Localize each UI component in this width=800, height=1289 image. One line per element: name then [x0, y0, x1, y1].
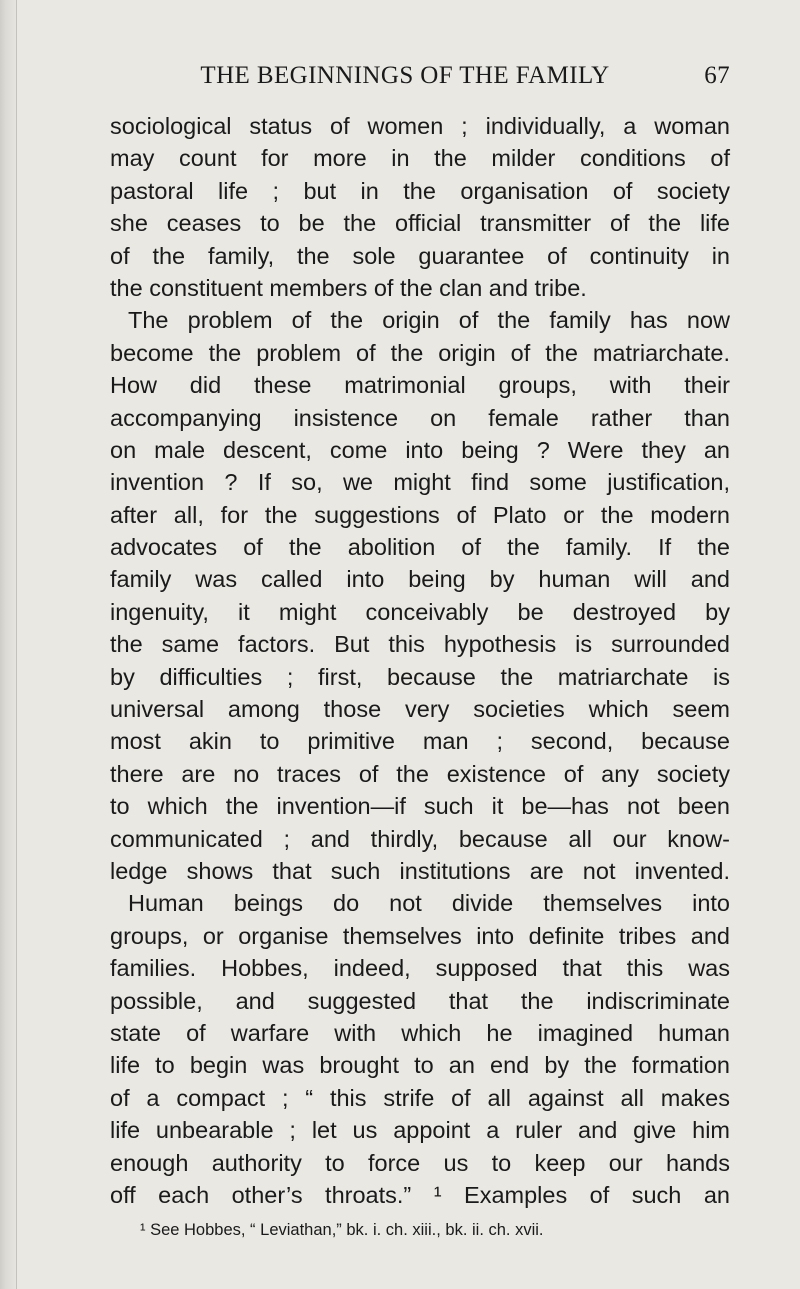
text-line: by difficulties ; first, because the matriarchate is [110, 663, 730, 690]
book-page [110, 62, 730, 1240]
text-line: ingenuity, it might conceivably be destroyed by [110, 598, 730, 625]
text-line: The problem of the origin of the family has now [128, 307, 730, 334]
text-line: possible, and suggested that the indiscriminate [110, 987, 730, 1014]
text-line: Human beings do not divide themselves into [128, 890, 730, 917]
text-line: invention ? If so, we might find some justification, [110, 469, 730, 496]
running-head-title: THE BEGINNINGS OF THE FAMILY [200, 62, 610, 89]
text-line: communicated ; and thirdly, because all our know- [110, 825, 730, 852]
page-number: 67 [704, 62, 730, 89]
footnote: ¹ See Hobbes, “ Leviathan,” bk. i. ch. xiii., bk. ii. ch. xvii. [140, 1221, 544, 1240]
text-line: most akin to primitive man ; second, because [110, 728, 730, 755]
text-line: sociological status of women ; individually, a woman [110, 113, 730, 139]
text-line: of a compact ; “ this strife of all against all makes [110, 1084, 730, 1111]
text-line: there are no traces of the existence of any society [110, 760, 730, 787]
text-line: accompanying insistence on female rather than [110, 404, 730, 431]
text-line: life to begin was brought to an end by the formation [110, 1052, 730, 1079]
text-line: families. Hobbes, indeed, supposed that this was [110, 955, 730, 982]
text-line: off each other’s throats.” ¹ Examples of such an [110, 1181, 730, 1208]
text-line: enough authority to force us to keep our hands [110, 1149, 730, 1176]
text-line: life unbearable ; let us appoint a ruler and give him [110, 1117, 730, 1144]
text-line: How did these matrimonial groups, with their [110, 372, 730, 399]
text-line: ledge shows that such institutions are not invented. [110, 857, 730, 884]
text-line: universal among those very societies which seem [110, 696, 730, 723]
text-line: pastoral life ; but in the organisation of society [110, 177, 730, 204]
text-line: to which the invention—if such it be—has not been [110, 793, 730, 820]
text-line: may count for more in the milder conditions of [110, 145, 730, 172]
text-line: state of warfare with which he imagined human [110, 1019, 730, 1046]
text-line: after all, for the suggestions of Plato or the modern [110, 501, 730, 528]
text-line: the constituent members of the clan and tribe. [110, 274, 587, 301]
text-line: family was called into being by human will and [110, 566, 730, 593]
text-line: groups, or organise themselves into definite tribes and [110, 922, 730, 949]
text-line: on male descent, come into being ? Were they an [110, 436, 730, 463]
body-text [110, 110, 730, 1211]
running-head [110, 62, 730, 102]
text-line: she ceases to be the official transmitter of the life [110, 210, 730, 237]
text-line: the same factors. But this hypothesis is surrounded [110, 631, 730, 658]
text-line: of the family, the sole guarantee of continuity in [110, 242, 730, 269]
text-line: become the problem of the origin of the matriarchate. [110, 339, 730, 366]
text-line: advocates of the abolition of the family. If the [110, 534, 730, 561]
book-spine-edge [0, 0, 17, 1289]
